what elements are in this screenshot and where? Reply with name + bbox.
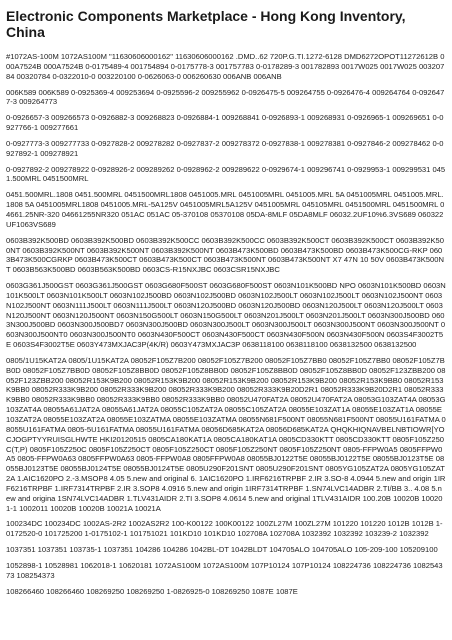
inventory-paragraph: 0451.500MRL.1808 0451.500MRL 0451500MRL1808 0451005.MRL 0451005MRL 0451005.MRL 5A 0451005MRL 0451005.MRL.1808 5A 0451005MRL1808 0451005.MRL-5A125V 0451005MRL5A125V 0451005MRL 045105MRL 0451500MRL 0451500MRL 04661.25NR-320 04661255NR320 051AC 051AC 05-370108 05370108 05DA-8MLF 05DA8MLF 06032.2UF10%6.3VS689 060322UF1063VS689	[6, 190, 445, 229]
inventory-paragraph: 0-0927892-2 009278922 0-0928926-2 009289262 0-0928962-2 009289622 0-0929674-1 009296741 0-0929953-1 009299531 0451.500MRL 0451500MRL	[6, 164, 446, 184]
inventory-paragraph: 0603G361J500GST 0603G361J500GST 0603G680F500ST 0603G680F500ST 0603N101K500BD NPO 0603N101K500BD 0603N101K500LT 0603N101K500LT 0603N102J500BD 0603N102J500BD 0603N102J500LT 0603N102J500LT 0603N102J500NT 0603N102J500NT 0603N111J500LT 0603N111J500LT 0603N120J500BD 0603N120J500BD 0603N120J500LT 0603N120J500LT 0603N120J500NT 0603N120J500NT 0603N150G500LT 0603N150G500LT 0603N201J500LT 0603N201J500LT 0603N300J500BD 0603N300J500BD 0603N300J500BD7 0603N300J500BD 0603N300J500LT 0603N300J500LT 0603N300J500NT 0603N300J500NT 0603N300J500NT0 0603N300J500NT0 0603N430F500CT 0603N430F500CT 0603N430F500N 0603N430F500N 0603S4F3002T5E 0603S4F3002T5E 0603Y473MXJAC3P(4K/R) 0603Y473MXJAC3P 0638118100 0638118100 0638132500 0638132500	[6, 281, 446, 350]
inventory-listing	[6, 52, 446, 597]
inventory-paragraph: 1052898-1 10528981 1062018-1 10620181 1072AS100M 1072AS100M 107P10124 107P10124 108224736 108224736 108254373 108254373	[6, 560, 443, 580]
page-title: Electronic Components Marketplace - Hong Kong Inventory, China	[6, 8, 406, 40]
inventory-paragraph: 1037351 1037351 103735-1 1037351 104286 104286 1042BL-DT 1042BLDT 104705ALO 104705ALO 105-209-100 105209100	[6, 545, 438, 555]
inventory-paragraph: 0-0926657-3 009266573 0-0926882-3 009268823 0-0926884-1 009268841 0-0926893-1 009268931 0-0926965-1 009269651 0-0927766-1 009277661	[6, 113, 444, 133]
inventory-paragraph: 108266460 108266460 108269250 108269250 1-0826925-0 108269250 1087E 1087E	[6, 586, 298, 596]
inventory-paragraph: 0603B392K500BD 0603B392K500BD 0603B392K500CC 0603B392K500CC 0603B392K500CT 0603B392K500CT 0603B392K500NT 0603B392K500NT 0603B392K500NT 0603B392K500NT 0603B473K500BD 0603B473K500BD 0603B473K500CG-RKP 0603B473K500CGRKP 0603B473K500CT 0603B473K500CT 0603B473K500NT 0603B473K500NT X7 47N 10 50V 0603B473K500NT 0603B563K500BD 0603B563K500BD 0603CS-R15NXJBC 0603CSR15NXJBC	[6, 235, 444, 275]
inventory-paragraph: 0805/1U15KAT2A 0805/1U15KAT2A 08052F105Z7B200 08052F105Z7B200 08052F105Z7BB0 08052F105Z7BB0 08052F105Z7BB0D 08052F105Z7BB0D 08052F105Z8BB0D 08052F105Z8BB0D 08052F105Z8BB0D 08052F105Z8BB0D 08052F123ZBB200 08052F123ZBB200 08052R153K9B200 08052R153K9B200 08052R153K9B200 08052R153K9B200 08052R153K9BB0 08052R153K9BB0 08052R333K9B200 08052R333K9B200 08052R333K9B200 08052R333K9B20D2R1 08052R333K9B20D2R1 08052R333K9BB0 08052R333K9BB0 08052R333K9BB0 08052R333K9BB0 08052U470FAT2A 08052U470FAT2A 08053G103ZAT4A 08053G103ZAT4A 08055A61JAT2A 08055A61JAT2A 08055C105ZAT2A 08055C105ZAT2A 08055E103ZAT1A 08055E103ZAT1A 08055E103ZAT2A 08055E103ZAT2A 08055E103ZATMA 08055E103ZATMA 08055N681F500NT 08055N681F500NT 08055U161FATMA 08055U161FATMA 0805-5U161FATMA 08055U161FATMA 08056D685KAT2A 08056D685KAT2A QHQKHIQNAVBELNBTIOWR[YOCJOGPTYYRUISGLHWTE HKI20120515 0805CA180KAT1A 0805CA180KAT1A 0805CD330KTT 0805CD330KTT 0805F105Z250C(T,P) 0805F105Z250C 0805F105Z250CT 0805F105Z250CT 0805F105Z250NT 0805F105Z250NT 0805-FFPW0A5 0805FFPW0A5 0805-FFPW0A63 0805FFPW0A63 0805-FFPW0A8 0805FFPW0A8 08055BJ0122T5E 08055BJ0122T5E 08055BJ0123T5E 08055BJ0123T5E 08055BJ0124T5E 08055BJ0124T5E 0805U290F201SNT 0805U290F201SNT 0805YG105ZAT2A 0805YG105ZAT2A 1.AIC1620PO 2.-3.MSOP8 4.05 5.new and original 6. 1AIC1620PO 1.IRF6216TRPBF 2.IR 3.SO-8 4.0944 5.new and origin 1IRF6216TRPBF 1.IRF7314TRPBF 2.IR 3.SOP8 4.0916 5.new and origin 1IRF7314TRPBF 1.SN74LVC14ADBR 2.TI/BB 3.. 4.08 5.new and origina 1SN74LVC14ADBR 1.TLV431AIDR 2.TI 3.SOP8 4.0614 5.new and original 1TLV431AIDR 100.20B 10020B 100201-1 1002011 10020B 10020B 10021A 10021A	[6, 355, 446, 513]
inventory-paragraph: 100234DC 100234DC 1002AS-2R2 1002AS2R2 100-K00122 100K00122 100ZL27M 100ZL27M 101220 101220 1012B 1012B 1-0172520-0 101725200 1-0175102-1 101751021 101KD10 101KD10 102708A 102708A 1032392 1032392 103239-2 1032392	[6, 519, 443, 539]
inventory-paragraph: #1072AS-100M 1072AS100M "11630606000162" 11630606000162 .DMD..62 720P.G.TI.1272-6128 DMD6272OPOT11272612B 000A7524B 000A7524B 0-0175489-4 001754894 0-0175778-3 001757783 0-0178289-3 001782893 0017W025 0017W025 00320784 00320784 0-0322010-0 003220100 0-0626063-0 006260630 006ANB 006ANB	[6, 52, 445, 81]
inventory-paragraph: 0-0927773-3 009277733 0-0927828-2 009278282 0-0927837-2 009278372 0-0927838-1 009278381 0-0927846-2 009278462 0-0927892-1 009278921	[6, 138, 444, 158]
inventory-paragraph: 006K589 006K589 0-0925369-4 009253694 0-0925596-2 009255962 0-0926475-5 009264755 0-0926476-4 009264764 0-0926477-3 009264773	[6, 87, 445, 107]
